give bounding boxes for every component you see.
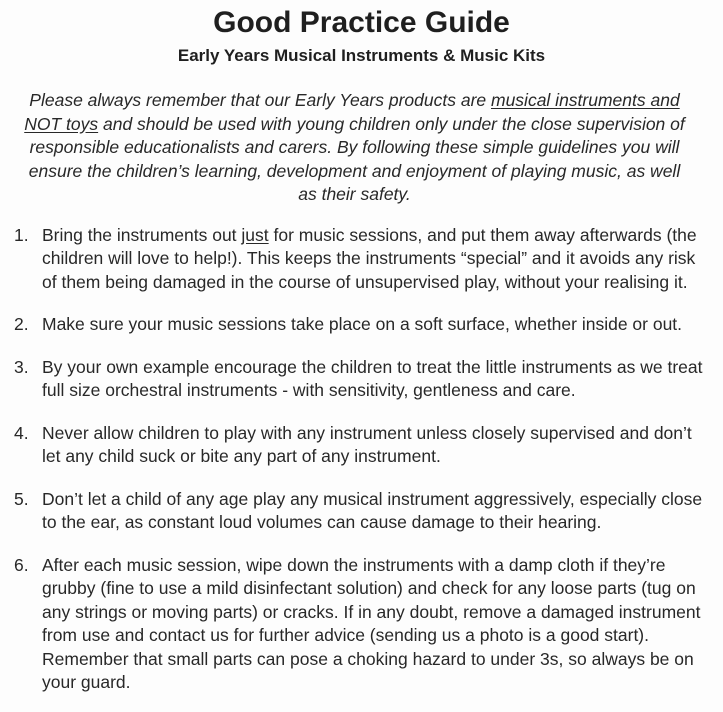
intro-text-underlined: musical instruments and NOT toys <box>24 90 680 134</box>
list-item <box>14 554 723 695</box>
guidelines-list <box>14 224 723 695</box>
list-item <box>14 488 723 535</box>
page-subtitle: Early Years Musical Instruments & Music Kits <box>177 46 546 65</box>
intro-paragraph <box>0 89 709 207</box>
list-item-text-post: Don’t let a child of any age play any musical instrument aggressively, especially close to the ear, as constant loud volumes can cause damage to their hearing. <box>42 488 703 532</box>
list-item-text <box>42 488 723 535</box>
list-item-text-post: for music sessions, and put them away afterwards (the children will love to help!). This keeps the instruments “special” and it avoids any risk of them being damaged in the course of unsupervised play, without your realising it. <box>42 224 697 292</box>
list-item-text <box>42 313 723 337</box>
list-item <box>14 313 723 337</box>
intro-text-post: and should be used with young children only under the close supervision of responsible educationalists and carers. By following these simple guidelines you will ensure the children’s learning, development and enjoyment of playing music, as well as their safety. <box>28 113 685 204</box>
list-item-text-post: By your own example encourage the children to treat the little instruments as we treat full size orchestral instruments - with sensitivity, gentleness and care. <box>42 356 703 400</box>
list-item-text <box>42 554 723 695</box>
list-item <box>14 422 723 469</box>
list-item-text <box>42 422 723 469</box>
list-item-number: 2. <box>14 314 29 334</box>
list-item-text <box>42 356 723 403</box>
list-item-number: 1. <box>14 224 29 245</box>
list-item-text-post: Never allow children to play with any instrument unless closely supervised and don’t let any child suck or bite any part of any instrument. <box>42 422 692 466</box>
list-item-number: 3. <box>14 356 29 377</box>
list-item-text-post: After each music session, wipe down the instruments with a damp cloth if they’re grubby (fine to use a mild disinfectant solution) and check for any loose parts (tug on any strings or moving parts) or cracks. If in any doubt, remove a damaged instrument from use and contact us for further advice (sending us a photo is a good start). Remember that small parts can pose a choking hazard to under 3s, so always be on your guard. <box>42 554 701 692</box>
list-item-number: 4. <box>14 422 29 443</box>
list-item-number: 5. <box>14 488 29 509</box>
list-item-number: 6. <box>14 554 29 575</box>
page-title: Good Practice Guide <box>213 6 510 39</box>
list-item <box>14 224 723 295</box>
list-item-text <box>42 224 723 295</box>
list-item-text-pre: Bring the instruments out <box>42 224 242 245</box>
list-item-text-underlined: just <box>241 224 269 245</box>
list-item-text-post: Make sure your music sessions take place on a soft surface, whether inside or out. <box>42 314 683 334</box>
intro-text-pre: Please always remember that our Early Years products are <box>29 90 491 110</box>
list-item <box>14 356 723 403</box>
